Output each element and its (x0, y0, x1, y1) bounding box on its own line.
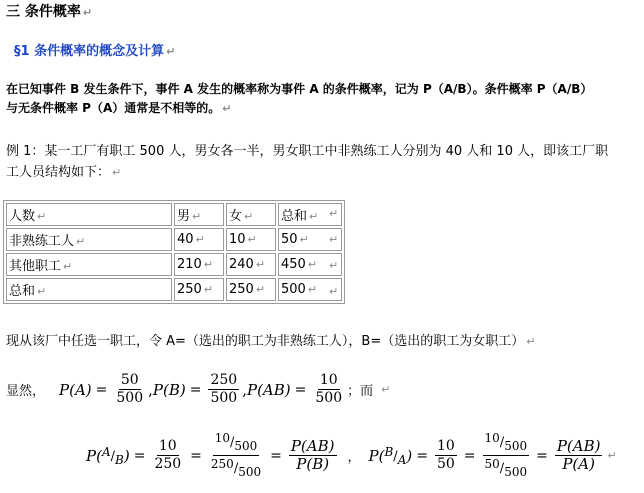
chapter-heading (6, 1, 92, 21)
selection-text: 现从该厂中任选一职工，令 A=（选出的职工为非熟练工人），B=（选出的职工为女职工） (6, 334, 525, 349)
row-end-mark-icon: ↵ (329, 285, 339, 298)
compound-fraction-1: $\frac{^{10}/_{500}}{^{250}/_{500}}$ (210, 431, 262, 479)
example-line-1: 例 1：某一工厂有职工 500 人，男女各一半，男女职工中非熟练工人分别为 40 人和 10 人，即该工厂职 (6, 144, 609, 159)
pb-symbol: P(B) (152, 380, 186, 399)
table-cell: 非熟练工人 ↵ (6, 228, 172, 251)
paragraph-mark-icon: ↵ (112, 166, 122, 179)
table-cell: 210 ↵ (174, 253, 224, 276)
table-header-row (6, 203, 342, 226)
equation-trail-text: ；而 (347, 384, 374, 399)
table-row (6, 278, 342, 301)
table-cell: 450 ↵ (278, 253, 342, 276)
probability-equation-1: 显然， P(A) = $\frac{50}{500}$ , P(B) = $\frac{250}{500}$ , P(AB) = $\frac{10}{500}$ ；而 ↵ (6, 372, 391, 406)
table-cell: 其他职工 ↵ (6, 253, 172, 276)
table-cell: 250 ↵ (174, 278, 224, 301)
definition-line-2: 与无条件概率 P（A）通常是不相等的。 (6, 101, 221, 115)
paragraph-mark-icon: ↵ (381, 383, 391, 396)
section-heading (14, 40, 175, 59)
example-paragraph (6, 141, 608, 183)
selection-paragraph (6, 330, 535, 349)
table-header-cell: 男 ↵ (174, 203, 224, 226)
pab-over-pa-fraction: $\frac{P(AB)}{P(A)}$ (556, 437, 601, 473)
paragraph-mark-icon: ↵ (526, 335, 536, 348)
pb-fraction: $\frac{250}{500}$ (210, 372, 238, 406)
definition-paragraph (6, 80, 592, 118)
b-given-a-slash: $^B/_A$ (384, 444, 407, 467)
paragraph-mark-icon: ↵ (607, 449, 617, 462)
table-cell: 250 ↵ (226, 278, 276, 301)
fraction-10-250: $\frac{10}{250}$ (154, 438, 182, 472)
equation-lead-text: 显然， (6, 384, 46, 399)
definition-line-1: 在已知事件 B 发生条件下，事件 A 发生的概率称为事件 A 的条件概率，记为 P（A/B）。条件概率 P（A/B） (6, 82, 593, 96)
example-line-2: 工人员结构如下： (6, 165, 111, 180)
table-header-cell: 总和 ↵ (278, 203, 342, 226)
table-cell: 10 ↵ (226, 228, 276, 251)
table-row (6, 253, 342, 276)
fraction-10-50: $\frac{10}{50}$ (436, 438, 455, 472)
pab-symbol: P(AB) (246, 380, 291, 399)
table-header-cell: 女 ↵ (226, 203, 276, 226)
paragraph-mark-icon: ↵ (82, 6, 93, 19)
paragraph-mark-icon: ↵ (222, 102, 232, 115)
conditional-probability-equations: P ( $^A/_B$ ) = $\frac{10}{250}$ = $\frac{^{10}/_{500}}{^{250}/_{500}}$ = $\frac{P(AB)}{P(B)}$ ， P ( $^B/_A$ ) = $\frac{10}{50}$ = $\frac{^{10}/_{500}}{^{50}/_{500}}$ = $\frac{P(AB)}{P(A)}$ ↵ (86, 431, 617, 479)
a-given-b-slash: $^A/_B$ (101, 444, 124, 467)
pab-over-pb-fraction: $\frac{P(AB)}{P(B)}$ (290, 437, 335, 473)
pa-fraction: $\frac{50}{500}$ (116, 372, 144, 406)
workforce-table (3, 200, 345, 304)
table-cell: 500 ↵ (278, 278, 342, 301)
table-cell: 总和 ↵ (6, 278, 172, 301)
section-heading-text: §1 条件概率的概念及计算 (14, 44, 165, 59)
row-end-mark-icon: ↵ (329, 233, 339, 246)
pab-fraction: $\frac{10}{500}$ (315, 372, 343, 406)
row-end-mark-icon: ↵ (329, 259, 339, 272)
chapter-heading-text: 三 条件概率 (6, 4, 81, 20)
table-cell: 40 ↵ (174, 228, 224, 251)
row-end-mark-icon: ↵ (329, 207, 339, 220)
table-header-cell: 人数 ↵ (6, 203, 172, 226)
pa-symbol: P(A) (59, 380, 92, 399)
table-cell: 240 ↵ (226, 253, 276, 276)
table-cell: 50 ↵ (278, 228, 342, 251)
table-row (6, 228, 342, 251)
paragraph-mark-icon: ↵ (166, 45, 176, 58)
compound-fraction-2: $\frac{^{10}/_{500}}{^{50}/_{500}}$ (484, 431, 528, 479)
